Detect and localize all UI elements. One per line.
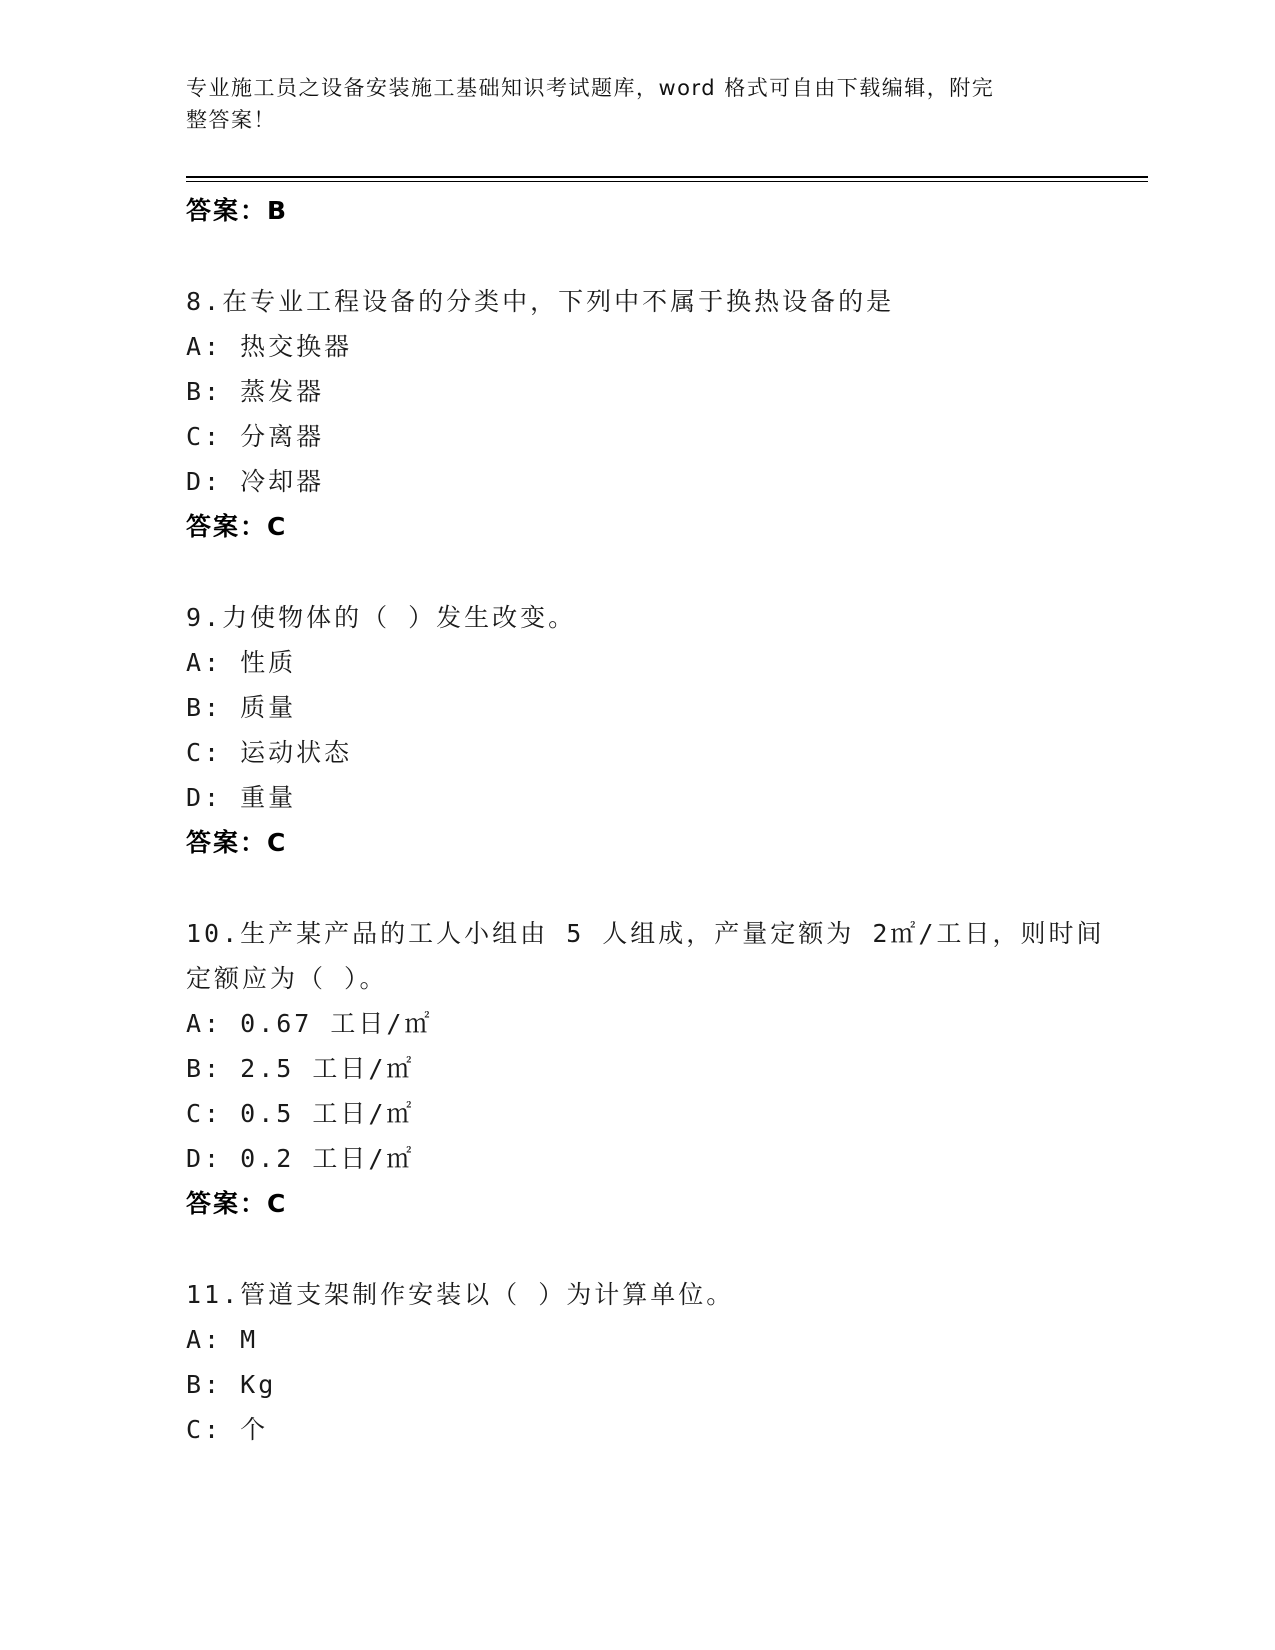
option-a: A: M xyxy=(186,1325,259,1354)
option-c: C: 运动状态 xyxy=(186,738,353,767)
spacer xyxy=(186,549,1146,595)
question-text-line-2: 定额应为（ ）。 xyxy=(186,964,388,993)
option-c: C: 0.5 工日/㎡ xyxy=(186,1099,415,1128)
header-line-1: 专业施工员之设备安装施工基础知识考试题库，word 格式可自由下载编辑，附完 xyxy=(186,76,995,100)
previous-answer: 答案：B xyxy=(186,196,289,225)
header-divider-thin xyxy=(186,181,1148,182)
question-text: 9.力使物体的（ ）发生改变。 xyxy=(186,603,577,632)
option-b: B: Kg xyxy=(186,1370,277,1399)
document-header xyxy=(186,72,1056,136)
option-b: B: 质量 xyxy=(186,693,297,722)
question-11 xyxy=(186,1272,1146,1452)
option-d: D: 0.2 工日/㎡ xyxy=(186,1144,415,1173)
option-a: A: 0.67 工日/㎡ xyxy=(186,1009,433,1038)
answer: 答案：C xyxy=(186,512,288,541)
spacer xyxy=(186,865,1146,911)
option-d: D: 重量 xyxy=(186,783,297,812)
question-8 xyxy=(186,279,1146,549)
option-b: B: 蒸发器 xyxy=(186,377,325,406)
spacer xyxy=(186,1226,1146,1272)
question-9 xyxy=(186,595,1146,865)
option-b: B: 2.5 工日/㎡ xyxy=(186,1054,415,1083)
header-line-2: 整答案！ xyxy=(186,108,276,132)
question-text-line-1: 10.生产某产品的工人小组由 5 人组成，产量定额为 2㎡/工日，则时间 xyxy=(186,919,1105,948)
spacer xyxy=(186,233,1146,279)
question-text: 11.管道支架制作安装以（ ）为计算单位。 xyxy=(186,1280,735,1309)
option-a: A: 性质 xyxy=(186,648,297,677)
option-a: A: 热交换器 xyxy=(186,332,353,361)
option-c: C: 分离器 xyxy=(186,422,325,451)
header-divider-thick xyxy=(186,176,1148,178)
question-10 xyxy=(186,911,1146,1226)
answer: 答案：C xyxy=(186,828,288,857)
question-list xyxy=(186,188,1146,1452)
option-c: C: 个 xyxy=(186,1415,269,1444)
question-text: 8.在专业工程设备的分类中，下列中不属于换热设备的是 xyxy=(186,287,895,316)
answer: 答案：C xyxy=(186,1189,288,1218)
option-d: D: 冷却器 xyxy=(186,467,325,496)
